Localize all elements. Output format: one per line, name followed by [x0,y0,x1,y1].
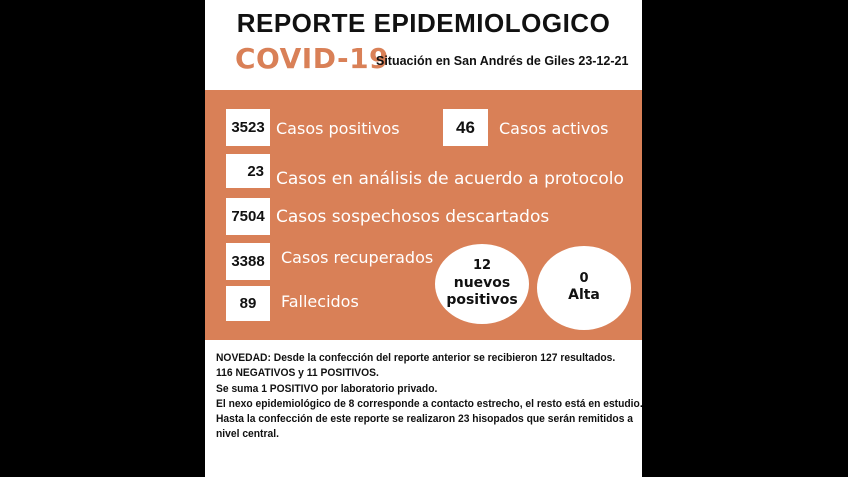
covid-heading: COVID-19 [235,42,390,75]
alta-value: 0 [579,271,589,287]
recuperados-label: Casos recuperados [281,248,434,267]
nuevos-positivos-circle [435,244,529,324]
report-subtitle: Situación en San Andrés de Giles 23-12-21 [376,54,629,68]
novedad-line: 116 NEGATIVOS y 11 POSITIVOS. [216,367,379,380]
positivos-value: 3523 [226,109,270,146]
analisis-value: 23 [226,154,270,188]
nuevos-positivos-label-line1: nuevos [453,274,511,291]
novedad-line: Se suma 1 POSITIVO por laboratorio privado. [216,382,438,395]
novedad-line: El nexo epidemiológico de 8 corresponde a contacto estrecho, el resto está en estudio. [216,397,643,410]
stats-panel [205,90,642,340]
novedad-line: Hasta la confección de este reporte se realizaron 23 hisopados que serán remitidos a [216,413,634,426]
nuevos-positivos-value: 12 [472,258,492,274]
novedad-line: NOVEDAD: Desde la confección del reporte anterior se recibieron 127 resultados. [216,352,616,364]
nuevos-positivos-label-line2: positivos [446,292,518,309]
sospechosos-label: Casos sospechosos descartados [276,207,550,227]
analisis-label: Casos en análisis de acuerdo a protocolo [276,169,624,189]
novedad-line: nivel central. [216,428,279,441]
alta-circle [537,246,631,330]
report-title: REPORTE EPIDEMIOLOGICO [236,8,611,38]
positivos-label: Casos positivos [276,119,400,138]
report-card [205,0,642,477]
activos-value: 46 [443,109,488,146]
fallecidos-label: Fallecidos [281,292,359,311]
alta-label: Alta [568,287,600,304]
novedad-text [216,351,643,443]
fallecidos-value: 89 [226,286,270,321]
recuperados-value: 3388 [226,243,270,280]
activos-label: Casos activos [499,119,609,138]
sospechosos-value: 7504 [226,198,270,235]
